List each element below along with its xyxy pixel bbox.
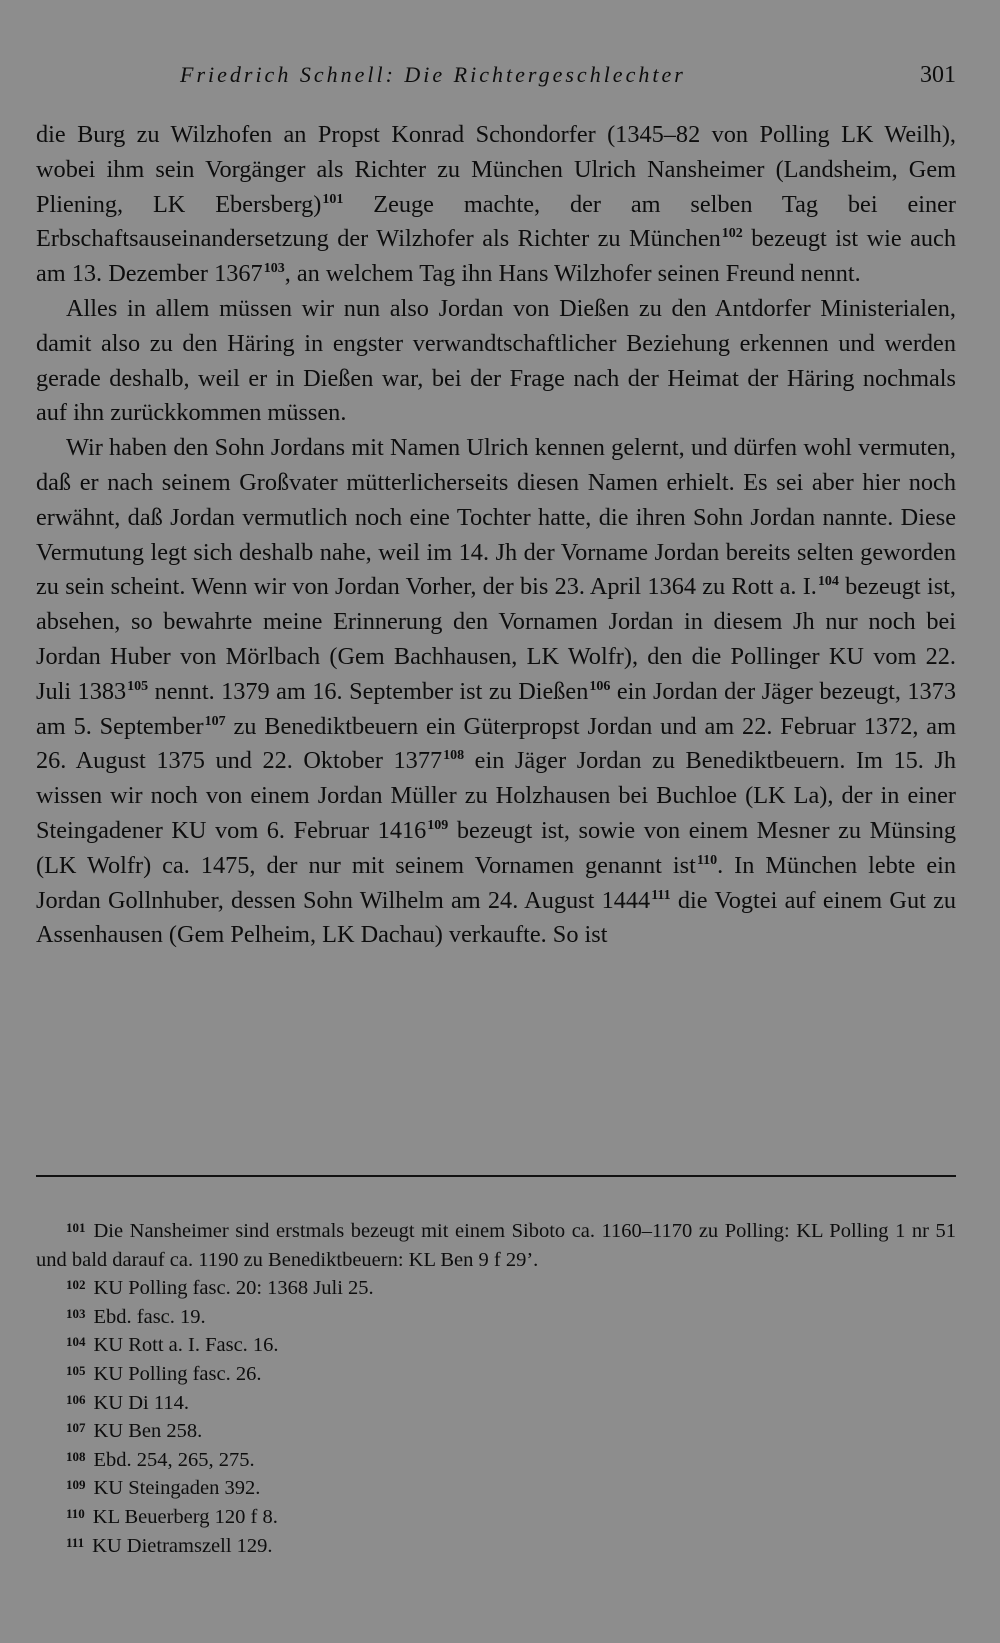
footnote	[36, 1446, 956, 1475]
footnote-number: 105	[66, 1362, 86, 1378]
footnote-text: KU Di 114.	[93, 1391, 189, 1414]
footnote-reference: 107	[204, 713, 226, 729]
footnote	[36, 1331, 956, 1360]
page-header	[36, 62, 956, 89]
paragraph-text: . In München lebte ein Jordan Gollnhuber, dessen Sohn Wilhelm am 24. August 1444	[36, 851, 956, 914]
paragraph-text: die Burg zu Wilzhofen an Propst Konrad Schondorfer (1345–82 von Polling LK Weilh), wobei ihm sein Vorgänger als Richter zu München Ulrich Nansheimer (Landsheim, Gem Pliening, LK Ebersberg)	[36, 121, 956, 218]
footnote-reference: 109	[427, 817, 449, 833]
footnote	[36, 1217, 956, 1274]
footnote-number: 102	[66, 1277, 86, 1293]
paragraph-text: , an welchem Tag ihn Hans Wilzhofer seinen Freund nennt.	[284, 260, 861, 288]
paragraph-text: Zeuge machte, der am selben Tag bei einer Erbschaftsauseinandersetzung der Wilzhofer als Richter zu München	[36, 190, 957, 253]
body-paragraph	[36, 292, 956, 431]
footnote-number: 107	[66, 1420, 86, 1436]
footnote-reference: 106	[589, 678, 611, 694]
footnote	[36, 1274, 956, 1303]
paragraph-text: Alles in allem müssen wir nun also Jordan von Dießen zu den Antdorfer Ministerialen, damit also zu den Häring in engster verwandtschaftlicher Beziehung erkennen und werden gerade deshalb, weil er in Dießen war, bei der Frage nach der Heimat der Häring nochmals auf ihn zurückkommen müssen.	[36, 294, 956, 427]
footnote-reference: 110	[696, 852, 718, 868]
footnote	[36, 1389, 956, 1418]
footnote-text: KU Polling fasc. 20: 1368 Juli 25.	[93, 1277, 374, 1300]
paragraph-text: bezeugt ist wie auch am 13. Dezember 1367	[36, 225, 956, 288]
footnote-text: Ebd. fasc. 19.	[93, 1305, 206, 1328]
paragraph-text: bezeugt ist, absehen, so bewahrte meine Erinnerung den Vornamen Jordan in diesem Jh nur noch bei Jordan Huber von Mörlbach (Gem Bachhausen, LK Wolfr), den die Pollinger KU vom 22. Juli 1383	[36, 573, 956, 705]
footnote-number: 104	[66, 1334, 86, 1350]
footnote-separator-rule	[36, 1175, 956, 1177]
footnote-number: 110	[66, 1505, 85, 1521]
footnote	[36, 1503, 956, 1532]
paragraph-text: bezeugt ist, sowie von einem Mesner zu Münsing (LK Wolfr) ca. 1475, der nur mit seinem Vornamen genannt ist	[36, 816, 956, 879]
footnote-text: KU Dietramszell 129.	[92, 1534, 273, 1557]
footnote-number: 103	[66, 1305, 86, 1321]
paragraph-text: nennt. 1379 am 16. September ist zu Dießen	[148, 677, 589, 705]
footnote-text: KU Rott a. I. Fasc. 16.	[93, 1334, 279, 1357]
footnote	[36, 1417, 956, 1446]
footnote-text: KU Steingaden 392.	[93, 1477, 261, 1500]
footnote-reference: 104	[817, 574, 839, 590]
footnote-text: Die Nansheimer sind erstmals bezeugt mit einem Siboto ca. 1160–1170 zu Polling: KL Polling 1 nr 51 und bald darauf ca. 1190 zu Benediktbeuern: KL Ben 9 f 29’.	[36, 1220, 956, 1271]
paragraph-text: die Vogtei auf einem Gut zu Assenhausen (Gem Pelheim, LK Dachau) verkaufte. So ist	[36, 886, 957, 949]
footnote-reference: 101	[322, 191, 344, 207]
footnote-text: KU Ben 258.	[93, 1420, 203, 1443]
paragraph-text: zu Benediktbeuern ein Güterpropst Jordan und am 22. Februar 1372, am 26. August 1375 und 22. Oktober 1377	[36, 712, 956, 775]
page-number: 301	[920, 62, 956, 88]
paragraph-text: ein Jäger Jordan zu Benediktbeuern. Im 15. Jh wissen wir noch von einem Jordan Müller zu Holzhausen bei Buchloe (LK La), der in einer Steingadener KU vom 6. Februar 1416	[36, 747, 956, 844]
footnote-number: 109	[66, 1477, 86, 1493]
footnote	[36, 1360, 956, 1389]
body-paragraph	[36, 118, 956, 292]
footnote	[36, 1532, 956, 1561]
footnote-reference: 111	[651, 887, 671, 903]
running-title: Friedrich Schnell: Die Richtergeschlechter	[180, 62, 686, 87]
footnote-reference: 102	[721, 226, 743, 242]
body-text	[36, 118, 956, 953]
footnotes	[36, 1217, 956, 1560]
paragraph-text: Wir haben den Sohn Jordans mit Namen Ulrich kennen gelernt, und dürfen wohl vermuten, daß er nach seinem Großvater mütterlicherseits diesen Namen erhielt. Es sei aber hier noch erwähnt, daß Jordan vermutlich noch eine Tochter hatte, die ihren Sohn Jordan nannte. Diese Vermutung legt sich deshalb nahe, weil im 14. Jh der Vorname Jordan bereits selten geworden zu sein scheint. Wenn wir von Jordan Vorher, der bis 23. April 1364 zu Rott a. I.	[36, 434, 956, 601]
footnote-text: KL Beuerberg 120 f 8.	[92, 1505, 278, 1528]
footnote-reference: 103	[263, 261, 285, 277]
footnote-number: 101	[66, 1220, 86, 1235]
footnote	[36, 1303, 956, 1332]
footnote-reference: 105	[127, 678, 149, 694]
body-paragraph	[36, 431, 956, 953]
footnote-number: 106	[66, 1391, 86, 1407]
paragraph-text: ein Jordan der Jäger bezeugt, 1373 am 5. September	[36, 677, 957, 740]
footnote	[36, 1474, 956, 1503]
footnote-number: 111	[66, 1534, 85, 1550]
footnote-text: KU Polling fasc. 26.	[93, 1362, 262, 1385]
footnote-reference: 108	[443, 748, 465, 764]
footnote-text: Ebd. 254, 265, 275.	[93, 1448, 255, 1471]
footnote-number: 108	[66, 1448, 86, 1464]
